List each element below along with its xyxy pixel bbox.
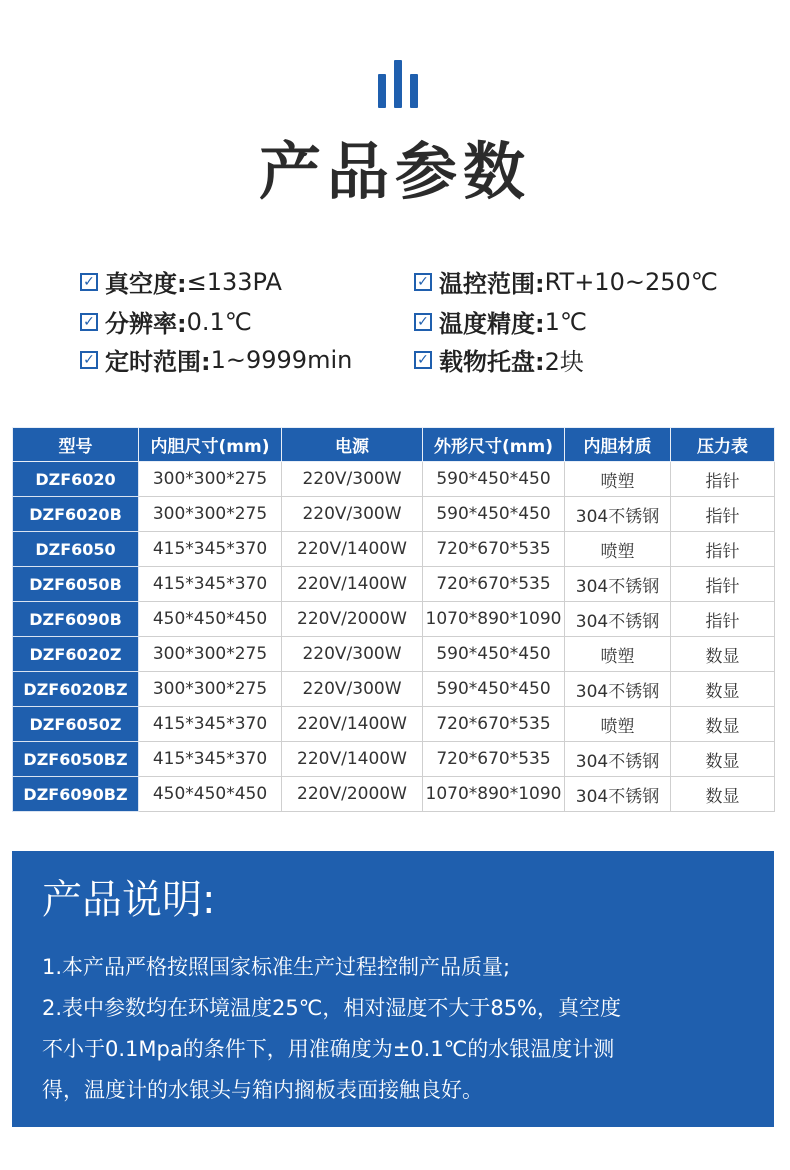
cell-gauge: 数显 [671,742,775,777]
brand-bars-icon [378,60,418,108]
cell-outer-size: 720*670*535 [423,707,565,742]
cell-inner-size: 300*300*275 [139,637,282,672]
cell-material: 喷塑 [565,532,671,567]
cell-model: DZF6050BZ [13,742,139,777]
cell-material: 304不锈钢 [565,567,671,602]
description-line: 不小于0.1Mpa的条件下，用准确度为±0.1℃的水银温度计测 [42,1037,615,1061]
spec-timer-range [80,342,352,377]
description-title: 产品说明: [42,877,216,923]
cell-material: 304不锈钢 [565,497,671,532]
checkbox-icon: ✓ [80,351,98,369]
cell-material: 304不锈钢 [565,672,671,707]
spec-label: 分辨率: [105,310,187,338]
cell-power: 220V/2000W [282,602,423,637]
cell-inner-size: 415*345*370 [139,742,282,777]
table-row [13,672,775,707]
spec-resolution [80,304,252,339]
cell-outer-size: 720*670*535 [423,742,565,777]
table-row [13,567,775,602]
cell-gauge: 数显 [671,637,775,672]
checkbox-icon: ✓ [414,313,432,331]
cell-power: 220V/1400W [282,567,423,602]
spec-trays [414,342,584,377]
cell-power: 220V/1400W [282,707,423,742]
logo-bar [394,60,402,108]
cell-model: DZF6050Z [13,707,139,742]
col-header-power: 电源 [282,428,423,462]
spec-temp-range [414,264,718,299]
cell-outer-size: 590*450*450 [423,497,565,532]
cell-gauge: 数显 [671,777,775,812]
cell-inner-size: 415*345*370 [139,567,282,602]
cell-inner-size: 300*300*275 [139,497,282,532]
logo-bar [410,74,418,108]
table-row [13,497,775,532]
spec-value: 0.1℃ [186,307,252,336]
col-header-gauge: 压力表 [671,428,775,462]
cell-inner-size: 450*450*450 [139,602,282,637]
spec-label: 真空度: [105,270,187,298]
table-row [13,707,775,742]
cell-model: DZF6020BZ [13,672,139,707]
page-title: 产品参数 [258,135,531,208]
checkbox-icon: ✓ [414,351,432,369]
cell-power: 220V/2000W [282,777,423,812]
cell-gauge: 指针 [671,602,775,637]
spec-label: 载物托盘: [439,348,545,376]
cell-model: DZF6020B [13,497,139,532]
cell-power: 220V/300W [282,497,423,532]
table-row [13,742,775,777]
description-line: 1.本产品严格按照国家标准生产过程控制产品质量; [42,955,511,979]
cell-model: DZF6050 [13,532,139,567]
spec-vacuum [80,264,282,299]
cell-outer-size: 590*450*450 [423,462,565,497]
cell-model: DZF6020 [13,462,139,497]
spec-value: 1℃ [544,307,587,336]
spec-temp-accuracy [414,304,587,339]
cell-inner-size: 450*450*450 [139,777,282,812]
table-header-row [13,428,775,462]
cell-material: 喷塑 [565,707,671,742]
spec-value: ≤133PA [186,267,282,296]
cell-material: 喷塑 [565,462,671,497]
cell-outer-size: 590*450*450 [423,672,565,707]
cell-model: DZF6090B [13,602,139,637]
table-row [13,777,775,812]
cell-material: 喷塑 [565,637,671,672]
cell-outer-size: 590*450*450 [423,637,565,672]
table-row [13,532,775,567]
spec-label: 温控范围: [439,270,545,298]
cell-power: 220V/1400W [282,742,423,777]
cell-outer-size: 1070*890*1090 [423,602,565,637]
checkbox-icon: ✓ [80,313,98,331]
spec-label: 定时范围: [105,348,211,376]
col-header-outer-size: 外形尺寸(mm) [423,428,565,462]
parameter-table [12,427,775,812]
cell-model: DZF6090BZ [13,777,139,812]
cell-power: 220V/300W [282,637,423,672]
logo-bar [378,74,386,108]
cell-inner-size: 415*345*370 [139,532,282,567]
col-header-material: 内胆材质 [565,428,671,462]
col-header-model: 型号 [13,428,139,462]
table-row [13,602,775,637]
cell-inner-size: 415*345*370 [139,707,282,742]
description-panel [12,851,774,1127]
cell-power: 220V/300W [282,672,423,707]
cell-power: 220V/300W [282,462,423,497]
checkbox-icon: ✓ [414,273,432,291]
spec-value: 1~9999min [210,345,353,374]
cell-inner-size: 300*300*275 [139,462,282,497]
cell-model: DZF6050B [13,567,139,602]
cell-material: 304不锈钢 [565,777,671,812]
cell-outer-size: 1070*890*1090 [423,777,565,812]
spec-label: 温度精度: [439,310,545,338]
spec-value: RT+10~250℃ [544,267,718,296]
cell-model: DZF6020Z [13,637,139,672]
cell-gauge: 数显 [671,672,775,707]
cell-inner-size: 300*300*275 [139,672,282,707]
description-line: 得，温度计的水银头与箱内搁板表面接触良好。 [42,1078,483,1102]
cell-gauge: 指针 [671,532,775,567]
cell-material: 304不锈钢 [565,602,671,637]
cell-gauge: 指针 [671,567,775,602]
spec-value: 2块 [544,348,584,376]
checkbox-icon: ✓ [80,273,98,291]
cell-material: 304不锈钢 [565,742,671,777]
table-row [13,462,775,497]
cell-outer-size: 720*670*535 [423,567,565,602]
description-line: 2.表中参数均在环境温度25℃，相对湿度不大于85%，真空度 [42,996,622,1020]
cell-power: 220V/1400W [282,532,423,567]
cell-gauge: 指针 [671,497,775,532]
col-header-inner-size: 内胆尺寸(mm) [139,428,282,462]
cell-gauge: 指针 [671,462,775,497]
table-row [13,637,775,672]
cell-outer-size: 720*670*535 [423,532,565,567]
cell-gauge: 数显 [671,707,775,742]
